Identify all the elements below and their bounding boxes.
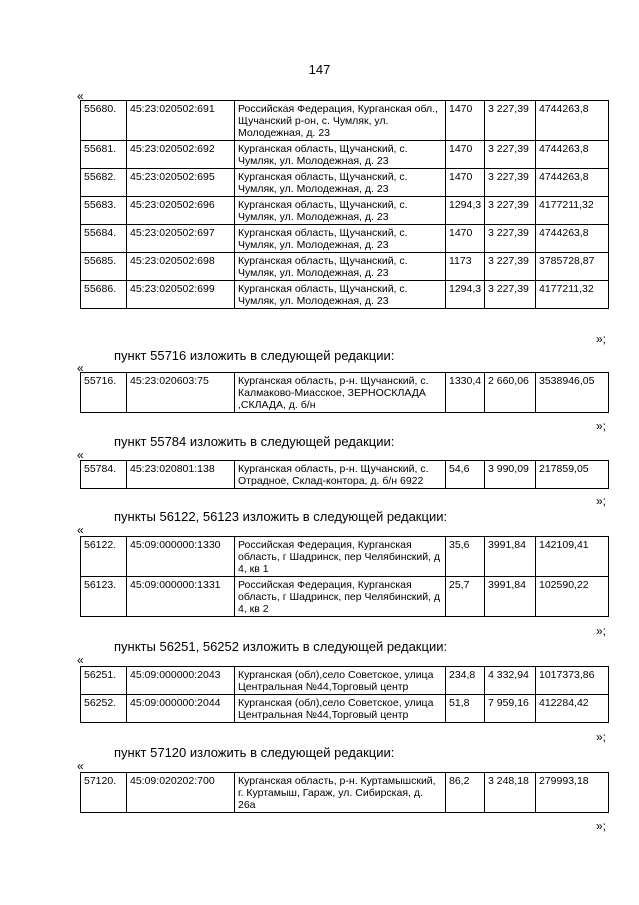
cadastral-value: 4744263,8 xyxy=(536,101,609,141)
table-row xyxy=(81,141,609,169)
row-number: 55685. xyxy=(81,253,127,281)
object-area: 1294,3 xyxy=(446,197,485,225)
object-area: 1173 xyxy=(446,253,485,281)
page-number: 147 xyxy=(308,62,331,77)
object-address: Курганская область, р-н. Куртамышский, г. Куртамыш, Гараж, ул. Сибирская, д. 26а xyxy=(235,773,446,813)
specific-value: 3 227,39 xyxy=(485,101,536,141)
cadastral-value: 4744263,8 xyxy=(536,169,609,197)
object-address: Российская Федерация, Курганская обл., Щучанский р-он, с. Чумляк, ул. Молодежная, д. 23 xyxy=(235,101,446,141)
cadastral-number: 45:23:020801:138 xyxy=(127,461,235,489)
specific-value: 3 227,39 xyxy=(485,281,536,309)
object-address: Курганская область, р-н. Щучанский, с. Отрадное, Склад-контора, д. б/н 6922 xyxy=(235,461,446,489)
cadastral-value: 412284,42 xyxy=(536,695,609,723)
quote-open: « xyxy=(77,361,84,375)
cadastral-value: 217859,05 xyxy=(536,461,609,489)
cadastral-number: 45:23:020502:692 xyxy=(127,141,235,169)
object-address: Курганская область, Щучанский, с. Чумляк, ул. Молодежная, д. 23 xyxy=(235,141,446,169)
quote-close: »; xyxy=(595,332,606,346)
table-row xyxy=(81,169,609,197)
row-number: 57120. xyxy=(81,773,127,813)
section-intro: пункт 57120 изложить в следующей редакции: xyxy=(114,745,395,760)
table-row xyxy=(81,281,609,309)
section-intro: пункты 56251, 56252 изложить в следующей редакции: xyxy=(114,639,448,654)
cadastral-number: 45:23:020502:691 xyxy=(127,101,235,141)
cadastral-number: 45:09:000000:1330 xyxy=(127,537,235,577)
specific-value: 3991,84 xyxy=(485,577,536,617)
row-number: 55683. xyxy=(81,197,127,225)
object-area: 234,8 xyxy=(446,667,485,695)
cadastral-value: 102590,22 xyxy=(536,577,609,617)
quote-close: »; xyxy=(595,494,606,508)
row-number: 55684. xyxy=(81,225,127,253)
quote-close: »; xyxy=(595,624,606,638)
row-number: 55681. xyxy=(81,141,127,169)
cadastral-number: 45:09:000000:1331 xyxy=(127,577,235,617)
object-area: 86,2 xyxy=(446,773,485,813)
object-address: Курганская (обл),село Советское, улица Центральная №44,Торговый центр xyxy=(235,667,446,695)
cadastral-number: 45:23:020502:697 xyxy=(127,225,235,253)
row-number: 56122. xyxy=(81,537,127,577)
quote-open: « xyxy=(77,89,84,103)
object-address: Курганская область, Щучанский, с. Чумляк, ул. Молодежная, д. 23 xyxy=(235,169,446,197)
quote-open: « xyxy=(77,448,84,462)
cadastral-number: 45:09:000000:2044 xyxy=(127,695,235,723)
object-area: 25,7 xyxy=(446,577,485,617)
quote-open: « xyxy=(77,653,84,667)
table-row xyxy=(81,253,609,281)
specific-value: 3 248,18 xyxy=(485,773,536,813)
section-intro: пункт 55784 изложить в следующей редакции: xyxy=(114,434,395,449)
cadastral-number: 45:23:020502:699 xyxy=(127,281,235,309)
cadastral-value: 4744263,8 xyxy=(536,141,609,169)
object-address: Курганская область, р-н. Щучанский, с. Калмаково-Миасское, ЗЕРНОСКЛАДА ,СКЛАДА, д. б/н xyxy=(235,373,446,413)
object-area: 1470 xyxy=(446,101,485,141)
row-number: 55682. xyxy=(81,169,127,197)
registry-table xyxy=(80,536,609,617)
cadastral-number: 45:23:020502:695 xyxy=(127,169,235,197)
cadastral-value: 3538946,05 xyxy=(536,373,609,413)
cadastral-number: 45:23:020603:75 xyxy=(127,373,235,413)
cadastral-value: 4744263,8 xyxy=(536,225,609,253)
cadastral-value: 4177211,32 xyxy=(536,197,609,225)
cadastral-value: 3785728,87 xyxy=(536,253,609,281)
object-area: 35,6 xyxy=(446,537,485,577)
row-number: 55716. xyxy=(81,373,127,413)
row-number: 55686. xyxy=(81,281,127,309)
table-row xyxy=(81,461,609,489)
cadastral-value: 142109,41 xyxy=(536,537,609,577)
cadastral-number: 45:09:020202:700 xyxy=(127,773,235,813)
object-address: Курганская (обл),село Советское, улица Центральная №44,Торговый центр xyxy=(235,695,446,723)
cadastral-number: 45:23:020502:698 xyxy=(127,253,235,281)
quote-open: « xyxy=(77,523,84,537)
quote-close: »; xyxy=(595,419,606,433)
table-row xyxy=(81,667,609,695)
registry-table xyxy=(80,372,609,413)
row-number: 56123. xyxy=(81,577,127,617)
section-intro: пункты 56122, 56123 изложить в следующей редакции: xyxy=(114,509,448,524)
section-intro: пункт 55716 изложить в следующей редакции: xyxy=(114,348,395,363)
cadastral-value: 1017373,86 xyxy=(536,667,609,695)
table-row xyxy=(81,197,609,225)
registry-table xyxy=(80,100,609,309)
specific-value: 3991,84 xyxy=(485,537,536,577)
specific-value: 7 959,16 xyxy=(485,695,536,723)
row-number: 55680. xyxy=(81,101,127,141)
object-area: 1470 xyxy=(446,225,485,253)
registry-table xyxy=(80,666,609,723)
object-area: 51,8 xyxy=(446,695,485,723)
object-area: 1470 xyxy=(446,169,485,197)
quote-close: »; xyxy=(595,819,606,833)
table-row xyxy=(81,373,609,413)
row-number: 56251. xyxy=(81,667,127,695)
cadastral-number: 45:23:020502:696 xyxy=(127,197,235,225)
quote-open: « xyxy=(77,759,84,773)
object-address: Курганская область, Щучанский, с. Чумляк, ул. Молодежная, д. 23 xyxy=(235,253,446,281)
registry-table xyxy=(80,460,609,489)
object-address: Российская Федерация, Курганская область, г Шадринск, пер Челябинский, д 4, кв 2 xyxy=(235,577,446,617)
quote-close: »; xyxy=(595,730,606,744)
table-row xyxy=(81,577,609,617)
table-row xyxy=(81,537,609,577)
specific-value: 2 660,06 xyxy=(485,373,536,413)
object-address: Курганская область, Щучанский, с. Чумляк, ул. Молодежная, д. 23 xyxy=(235,281,446,309)
cadastral-number: 45:09:000000:2043 xyxy=(127,667,235,695)
cadastral-value: 4177211,32 xyxy=(536,281,609,309)
specific-value: 3 227,39 xyxy=(485,141,536,169)
table-row xyxy=(81,101,609,141)
specific-value: 3 227,39 xyxy=(485,169,536,197)
table-row xyxy=(81,225,609,253)
object-area: 1470 xyxy=(446,141,485,169)
object-area: 54,6 xyxy=(446,461,485,489)
specific-value: 3 227,39 xyxy=(485,197,536,225)
row-number: 56252. xyxy=(81,695,127,723)
table-row xyxy=(81,695,609,723)
object-address: Курганская область, Щучанский, с. Чумляк, ул. Молодежная, д. 23 xyxy=(235,197,446,225)
cadastral-value: 279993,18 xyxy=(536,773,609,813)
specific-value: 4 332,94 xyxy=(485,667,536,695)
object-area: 1330,4 xyxy=(446,373,485,413)
registry-table xyxy=(80,772,609,813)
object-area: 1294,3 xyxy=(446,281,485,309)
specific-value: 3 990,09 xyxy=(485,461,536,489)
specific-value: 3 227,39 xyxy=(485,225,536,253)
specific-value: 3 227,39 xyxy=(485,253,536,281)
row-number: 55784. xyxy=(81,461,127,489)
object-address: Курганская область, Щучанский, с. Чумляк, ул. Молодежная, д. 23 xyxy=(235,225,446,253)
object-address: Российская Федерация, Курганская область, г Шадринск, пер Челябинский, д 4, кв 1 xyxy=(235,537,446,577)
table-row xyxy=(81,773,609,813)
